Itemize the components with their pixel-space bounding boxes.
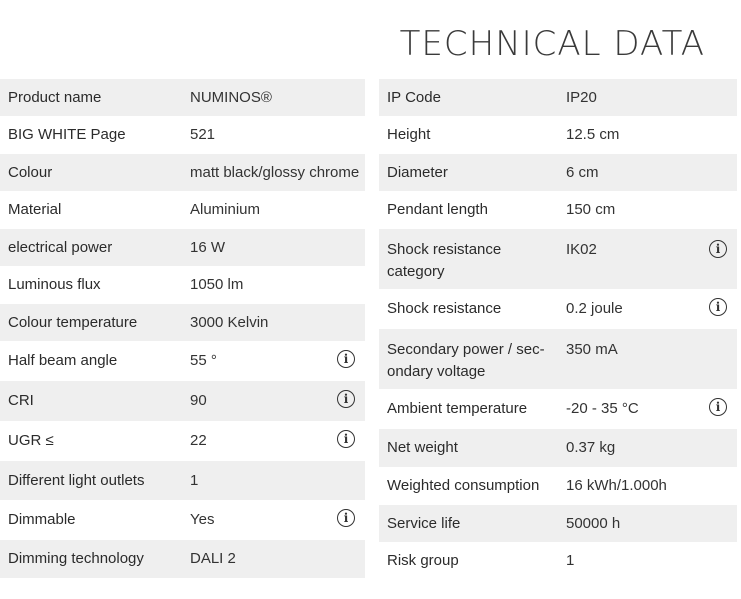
table-row-risk-group — [379, 542, 737, 580]
table-row-half-beam-angle — [0, 341, 365, 381]
technical-data-table-right — [379, 79, 737, 580]
row-value: 150 cm — [566, 201, 616, 218]
row-label: CRI — [8, 392, 34, 409]
table-row-shock-resistance — [379, 289, 737, 329]
table-row-big-white-page — [0, 116, 365, 154]
row-value: -20 - 35 °C — [566, 400, 639, 417]
row-label: IP Code — [387, 88, 441, 106]
row-value: 3000 Kelvin — [190, 313, 269, 331]
row-value: 22 — [190, 432, 207, 449]
table-row-pendant-length — [379, 191, 737, 229]
table-row-electrical-power — [0, 229, 365, 266]
table-row-product-name — [0, 79, 365, 116]
info-icon[interactable]: i — [337, 350, 355, 368]
info-icon[interactable]: i — [337, 509, 355, 527]
row-label: Pendant length — [387, 201, 488, 218]
row-value: 16 kWh/1.000h — [566, 477, 667, 494]
row-value: IP20 — [566, 88, 597, 106]
table-row-height — [379, 116, 737, 154]
info-icon[interactable]: i — [337, 390, 355, 408]
row-label: Luminous flux — [8, 276, 101, 293]
row-label: Ambient temperature — [387, 400, 528, 417]
row-value: Yes — [190, 511, 215, 528]
row-label: Secondary power / secondary voltage — [387, 341, 545, 380]
table-row-ip-code — [379, 79, 737, 116]
info-icon[interactable]: i — [337, 430, 355, 448]
row-label: Net weight — [387, 439, 458, 456]
row-label: electrical power — [8, 238, 113, 256]
row-value: 55 ° — [190, 352, 217, 369]
page-title: TECHNICAL DATA — [399, 24, 705, 64]
row-value: 12.5 cm — [566, 126, 620, 143]
row-value: 1050 lm — [190, 276, 244, 293]
table-row-luminous-flux — [0, 266, 365, 304]
row-label: UGR ≤ — [8, 432, 54, 449]
row-value: 50000 h — [566, 514, 621, 532]
row-value: 16 W — [190, 238, 226, 256]
row-value: Aluminium — [190, 201, 261, 218]
table-row-colour-temperature — [0, 304, 365, 341]
table-row-shock-resistance-category — [379, 229, 737, 289]
row-value: 1 — [190, 471, 199, 489]
row-value: 90 — [190, 392, 207, 409]
row-value: 6 cm — [566, 163, 599, 181]
info-icon[interactable]: i — [709, 398, 727, 416]
row-value: matt black/glossy chrome — [190, 163, 360, 181]
row-value: 1 — [566, 552, 575, 569]
table-row-ambient-temperature — [379, 389, 737, 429]
row-value: 0.37 kg — [566, 439, 616, 456]
row-label: Risk group — [387, 552, 459, 569]
row-label: Half beam angle — [8, 352, 118, 369]
row-label: Colour temperature — [8, 313, 138, 331]
table-row-weighted-consumption — [379, 467, 737, 505]
row-value: NUMINOS® — [190, 88, 272, 106]
table-row-colour — [0, 154, 365, 191]
info-icon[interactable]: i — [709, 240, 727, 258]
technical-data-table-left — [0, 79, 365, 578]
row-label: Weighted consumption — [387, 477, 540, 494]
row-label: BIG WHITE Page — [8, 126, 126, 143]
table-row-different-light-outlets — [0, 461, 365, 500]
row-label: Different light outlets — [8, 471, 145, 489]
row-label: Shock resistance — [387, 300, 502, 317]
row-label: Dimmable — [8, 511, 76, 528]
table-row-cri — [0, 381, 365, 421]
row-label: Shock resistance category — [387, 241, 502, 280]
table-row-dimmable — [0, 500, 365, 540]
row-value: 0.2 joule — [566, 300, 623, 317]
info-icon[interactable]: i — [709, 298, 727, 316]
row-label: Height — [387, 126, 431, 143]
row-label: Product name — [8, 88, 102, 106]
row-value: IK02 — [566, 241, 597, 258]
table-row-ugr — [0, 421, 365, 461]
row-label: Colour — [8, 163, 53, 181]
row-value: DALI 2 — [190, 550, 236, 567]
row-label: Diameter — [387, 163, 448, 181]
row-value: 350 mA — [566, 341, 618, 358]
row-label: Service life — [387, 514, 461, 532]
table-row-secondary-power — [379, 329, 737, 389]
table-row-net-weight — [379, 429, 737, 467]
table-row-diameter — [379, 154, 737, 191]
table-row-dimming-technology — [0, 540, 365, 578]
row-value: 521 — [190, 126, 216, 143]
table-row-material — [0, 191, 365, 229]
row-label: Dimming technology — [8, 550, 144, 567]
row-label: Material — [8, 201, 62, 218]
table-row-service-life — [379, 505, 737, 542]
